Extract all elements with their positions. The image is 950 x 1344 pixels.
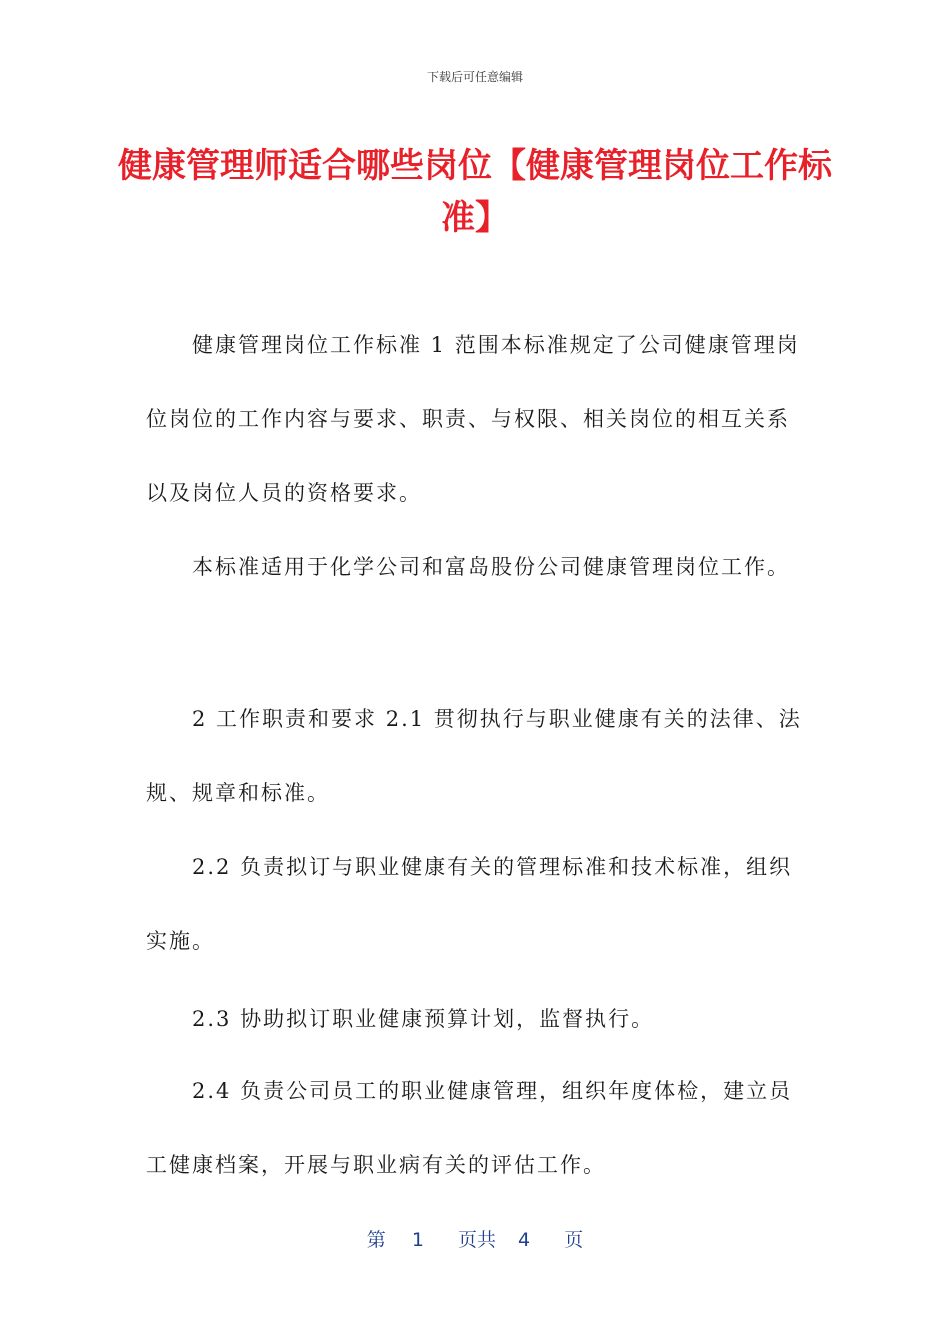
document-title: 健康管理师适合哪些岗位【健康管理岗位工作标准】 (118, 146, 832, 238)
page-footer (0, 1225, 950, 1252)
paragraph-duty-2-1: 2 工作职责和要求 2.1 贯彻执行与职业健康有关的法律、法规、规章和标准。 (146, 707, 802, 805)
footer-total-pages: 4 (518, 1229, 531, 1251)
header-note: 下载后可任意编辑 (426, 70, 523, 84)
paragraph-duty-2-4: 2.4 负责公司员工的职业健康管理，组织年度体检，建立员工健康档案，开展与职业病有关的评估工作。 (146, 1079, 793, 1177)
footer-page-number: 1 (411, 1229, 424, 1251)
paragraph-scope: 健康管理岗位工作标准 1 范围本标准规定了公司健康管理岗位岗位的工作内容与要求、职责、与权限、相关岗位的相互关系以及岗位人员的资格要求。 (146, 333, 800, 505)
footer-suffix: 页 (564, 1229, 584, 1251)
paragraph-duty-2-2: 2.2 负责拟订与职业健康有关的管理标准和技术标准，组织实施。 (146, 855, 793, 953)
footer-prefix: 第 (366, 1229, 386, 1251)
paragraph-duty-2-3: 2.3 协助拟订职业健康预算计划，监督执行。 (192, 1007, 655, 1031)
footer-middle: 页共 (457, 1229, 496, 1251)
paragraph-applicability: 本标准适用于化学公司和富岛股份公司健康管理岗位工作。 (192, 555, 790, 579)
